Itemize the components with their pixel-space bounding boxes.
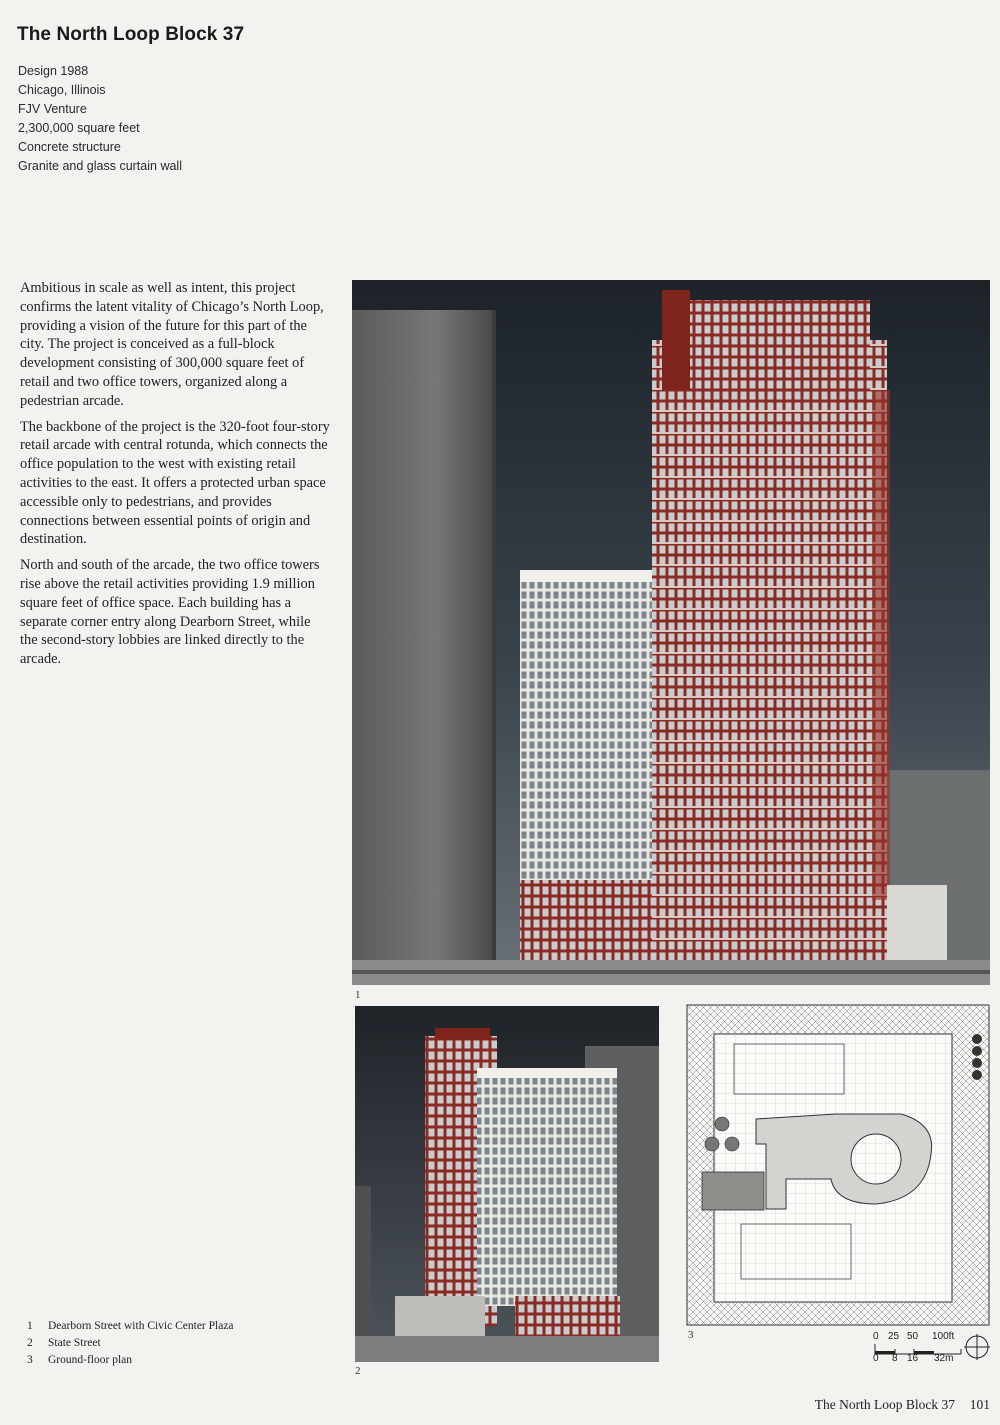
paragraph: Ambitious in scale as well as intent, this project confirms the latent vitality of Chicago’s North Loop, providing a vision of the future for this part of the city. The project is conceived as a full-block development consisting of 300,000 square feet of retail and two office towers, organized along a pedestrian arcade. (20, 280, 324, 409)
scale-ft-50: 50 (907, 1331, 919, 1342)
caption-row (27, 1335, 234, 1352)
fact-design-year: Design 1988 (18, 64, 89, 78)
north-arrow-icon (964, 1334, 990, 1360)
plan-drawing (686, 1004, 990, 1326)
scale-m-16: 16 (907, 1353, 919, 1364)
scale-ft-0: 0 (873, 1331, 879, 1342)
photo-dearborn-street (352, 280, 990, 985)
fact-area: 2,300,000 square feet (18, 121, 140, 135)
page-number: 101 (969, 1397, 990, 1412)
caption-number: 2 (27, 1337, 33, 1349)
caption-text: State Street (48, 1337, 101, 1349)
scale-ft-100: 100ft (932, 1331, 955, 1342)
project-facts (18, 62, 182, 176)
fact-location: Chicago, Illinois (18, 83, 106, 97)
scale-m-32: 32m (934, 1353, 954, 1364)
ground-floor-plan (686, 1004, 990, 1326)
scale-bar (872, 1331, 990, 1367)
page-footer (815, 1397, 990, 1413)
caption-text: Ground-floor plan (48, 1354, 132, 1366)
page-title: The North Loop Block 37 (17, 24, 245, 45)
caption-row (27, 1352, 234, 1369)
caption-number: 1 (27, 1320, 33, 1332)
scale-ft-25: 25 (888, 1331, 900, 1342)
figure-number-3: 3 (688, 1329, 694, 1341)
figure-captions (27, 1318, 234, 1369)
fact-structure: Concrete structure (18, 140, 121, 154)
photo-state-street (355, 1006, 659, 1362)
fact-facade: Granite and glass curtain wall (18, 159, 182, 173)
running-title: The North Loop Block 37 (814, 1397, 955, 1412)
body-text (20, 279, 330, 676)
model-photo-1 (352, 280, 990, 985)
caption-number: 3 (27, 1354, 33, 1366)
scale-m-0: 0 (873, 1353, 879, 1364)
fact-client: FJV Venture (18, 102, 87, 116)
caption-row (27, 1318, 234, 1335)
figure-number-1: 1 (355, 989, 361, 1001)
paragraph: North and south of the arcade, the two office towers rise above the retail activities providing 1.9 million square feet of office space. Each building has a separate corner entry along Dearborn Street, while the second-story lobbies are linked directly to the arcade. (20, 557, 320, 668)
figure-number-2: 2 (355, 1365, 361, 1377)
model-photo-2 (355, 1006, 659, 1362)
scale-m-8: 8 (892, 1353, 898, 1364)
paragraph: The backbone of the project is the 320-foot four-story retail arcade with central rotunda, which connects the office population to the west with existing retail activities to the east. It offers a protected urban space accessible only to pedestrians, and provides connections between essential points of origin and destination. (20, 418, 330, 548)
caption-text: Dearborn Street with Civic Center Plaza (48, 1320, 234, 1332)
